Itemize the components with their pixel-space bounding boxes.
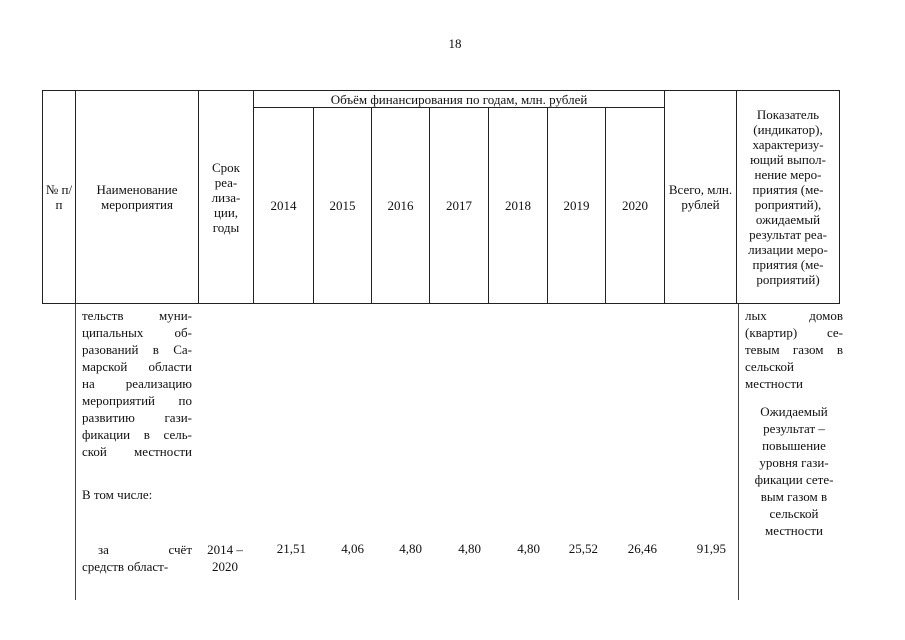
column-divider	[75, 304, 76, 600]
table-header	[42, 90, 840, 304]
expected-result: Ожидаемый результат – повышение уровня гази- фикации сете- вым газом в сельской местности	[754, 404, 834, 538]
indicator-text: лых домов (квартир) се- тевым газом в сельской местности	[745, 308, 843, 391]
value-2020: 26,46	[627, 541, 657, 556]
header-year: 2018	[489, 108, 548, 304]
header-total: Всего, млн. рублей	[665, 91, 737, 304]
header-year: 2016	[372, 108, 430, 304]
header-year: 2019	[548, 108, 606, 304]
header-year: 2020	[606, 108, 665, 304]
header-year: 2017	[430, 108, 489, 304]
value-total: 91,95	[696, 541, 726, 556]
row-label-cont: средств област-	[82, 559, 169, 574]
header-num: № п/п	[43, 91, 76, 304]
value-2017: 4,80	[458, 541, 481, 556]
value-2016: 4,80	[399, 541, 422, 556]
column-divider	[738, 304, 739, 600]
page-number: 18	[448, 36, 462, 51]
header-term: Срок реа-лиза-ции, годы	[199, 91, 254, 304]
value-2014: 21,51	[276, 541, 306, 556]
header-name: Наименование мероприятия	[76, 91, 199, 304]
header-year: 2015	[314, 108, 372, 304]
row-term: 2014 – 2020	[207, 542, 243, 574]
value-2015: 4,06	[341, 541, 364, 556]
header-year: 2014	[254, 108, 314, 304]
measure-name: тельств муни- ципальных об- разований в Са- марской области на реализацию мероприятий по развитию гази- фикации в сель- ской местности	[82, 308, 192, 459]
row-label: за счёт	[98, 542, 192, 557]
in-total-label: В том числе:	[82, 487, 153, 502]
value-2018: 4,80	[517, 541, 540, 556]
header-indicator: Показатель (индикатор), характеризу-ющий выпол-нение меро-приятия (ме-роприятий), ожидаемый результат реа-лизации меро-приятия (ме-роприятий)	[737, 91, 840, 304]
header-financing: Объём финансирования по годам, млн. рублей	[254, 91, 665, 108]
value-2019: 25,52	[568, 541, 598, 556]
